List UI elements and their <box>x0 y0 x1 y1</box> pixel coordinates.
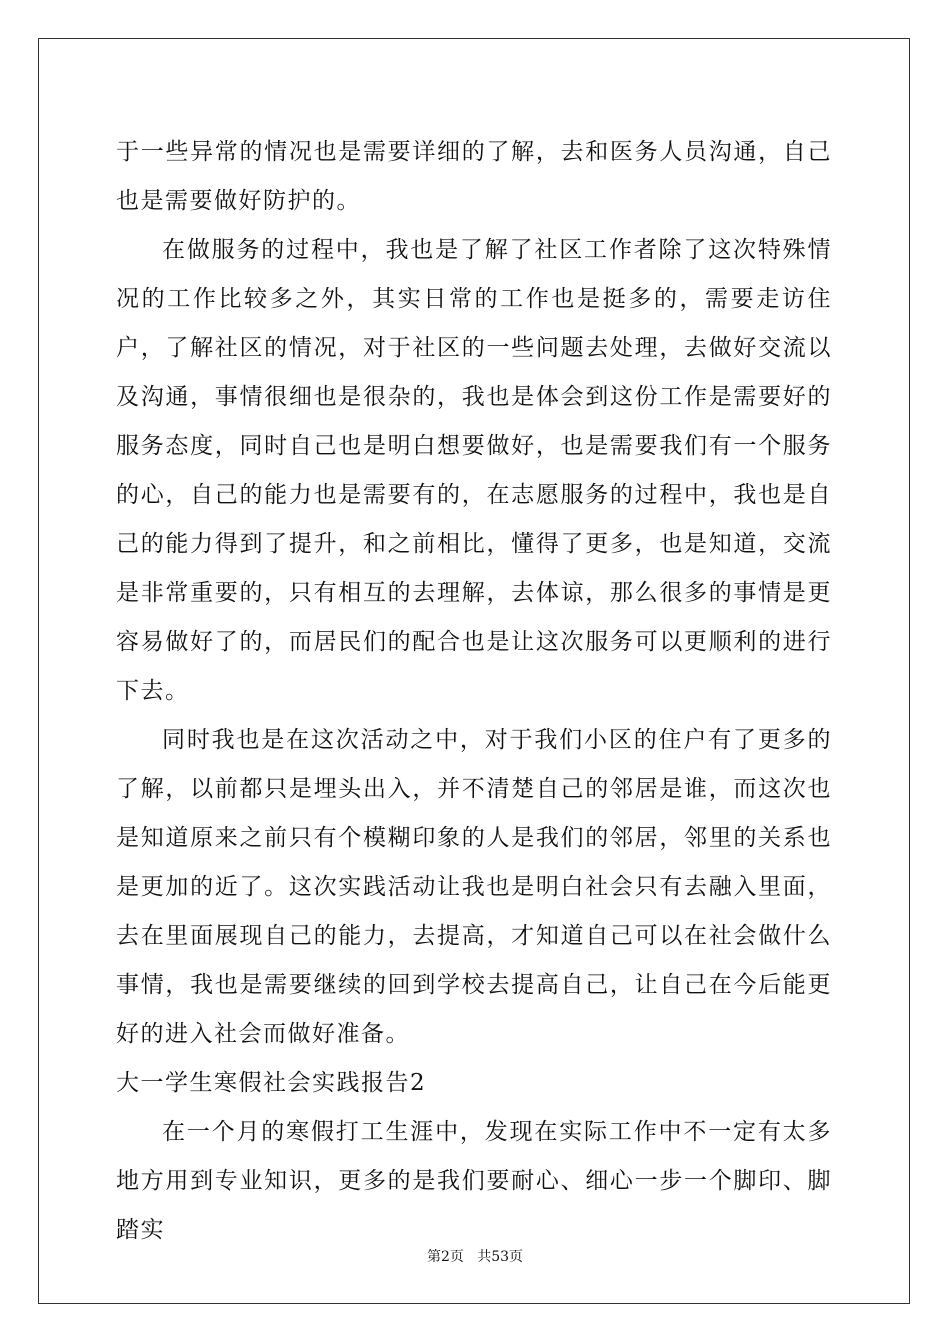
paragraph-2: 在做服务的过程中，我也是了解了社区工作者除了这次特殊情况的工作比较多之外，其实日常的工作也是挺多的，需要走访住户，了解社区的情况，对于社区的一些问题去处理，去做好交流以及沟通，事情很细也是很杂的，我也是体会到这份工作是需要好的服务态度，同时自己也是明白想要做好，也是需要我们有一个服务的心，自己的能力也是需要有的，在志愿服务的过程中，我也是自己的能力得到了提升，和之前相比，懂得了更多，也是知道，交流是非常重要的，只有相互的去理解，去体谅，那么很多的事情是更容易做好了的，而居民们的配合也是让这次服务可以更顺利的进行下去。 <box>116 237 832 704</box>
paragraph-4: 在一个月的寒假打工生涯中，发现在实际工作中不一定有太多地方用到专业知识，更多的是我们要耐心、细心一步一个脚印、脚踏实 <box>116 1119 832 1243</box>
document-body <box>116 128 832 1255</box>
page-number-footer: 第2页 共53页 <box>426 1249 524 1265</box>
section-heading: 大一学生寒假社会实践报告2 <box>116 1070 427 1096</box>
paragraph-3: 同时我也是在这次活动之中，对于我们小区的住户有了更多的了解，以前都只是埋头出入，并不清楚自己的邻居是谁，而这次也是知道原来之前只有个模糊印象的人是我们的邻居，邻里的关系也是更加的近了。这次实践活动让我也是明白社会只有去融入里面，去在里面展现自己的能力，去提高，才知道自己可以在社会做什么事情，我也是需要继续的回到学校去提高自己，让自己在今后能更好的进入社会而做好准备。 <box>116 727 832 1047</box>
paragraph-1: 于一些异常的情况也是需要详细的了解，去和医务人员沟通，自己也是需要做好防护的。 <box>116 139 832 214</box>
